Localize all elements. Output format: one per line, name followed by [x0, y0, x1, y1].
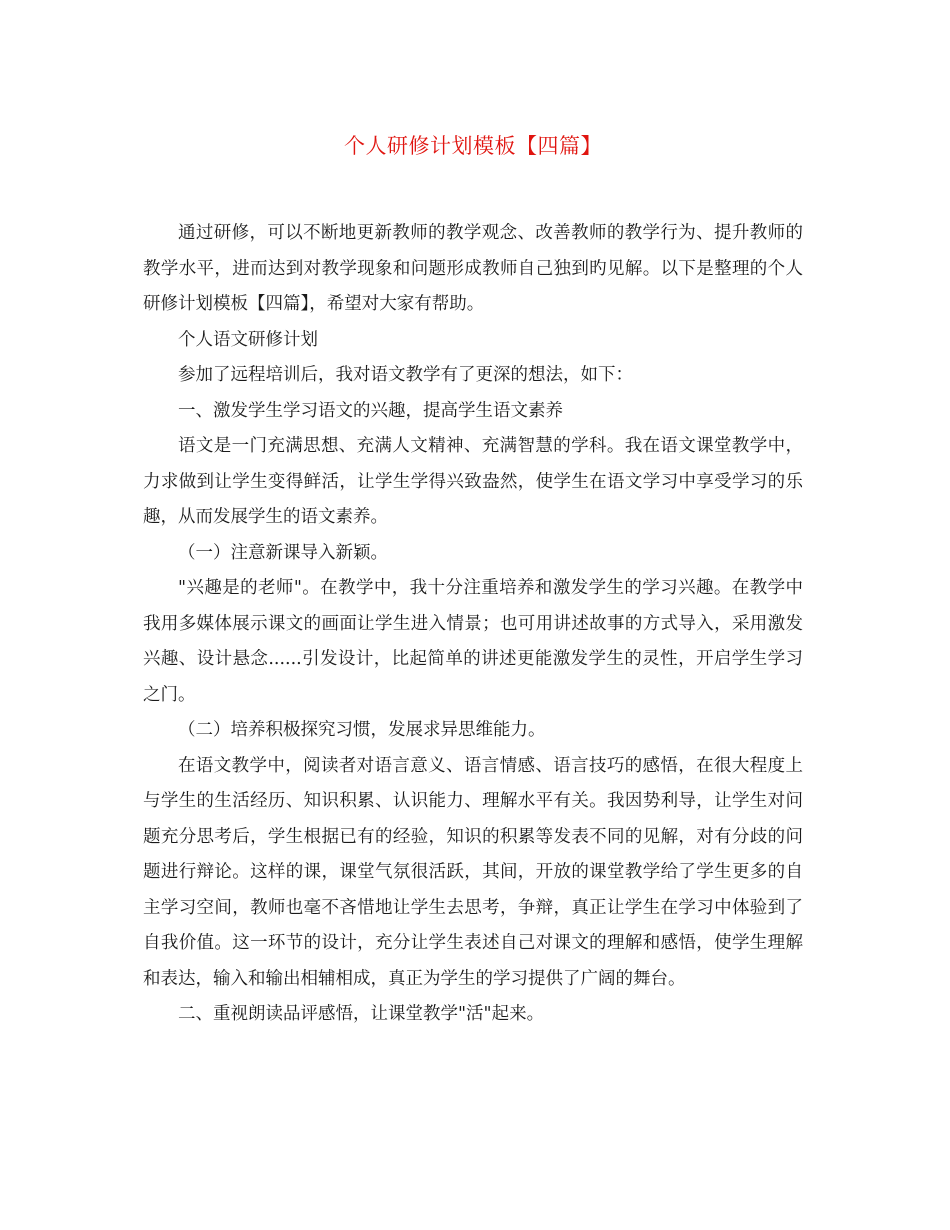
paragraph-chinese-subject: 语文是一门充满思想、充满人文精神、充满智慧的学科。我在语文课堂教学中，力求做到让学生变得鲜活，让学生学得兴致盎然，使学生在语文学习中享受学习的乐趣，从而发展学生的语文素养。 — [143, 436, 803, 527]
document-title: 个人研修计划模板【四篇】 — [344, 134, 602, 158]
paragraph-after-training: 参加了远程培训后，我对语文教学有了更深的想法，如下： — [178, 365, 633, 385]
section-heading-personal-plan: 个人语文研修计划 — [178, 329, 318, 350]
document-page — [143, 0, 803, 1230]
paragraph-reading-teaching: 在语文教学中，阅读者对语言意义、语言情感、语言技巧的感悟，在很大程度上与学生的生活经历、知识积累、认识能力、理解水平有关。我因势利导，让学生对问题充分思考后，学生根据已有的经验，知识的积累等发表不同的见解，对有分歧的问题进行辩论。这样的课，课堂气氛很活跃，其间，开放的课堂教学给了学生更多的自主学习空间，教师也毫不吝惜地让学生去思考，争辩，真正让学生在学习中体验到了自我价值。这一环节的设计，充分让学生表述自己对课文的理解和感悟，使学生理解和表达，输入和输出相辅相成，真正为学生的学习提供了广阔的舞台。 — [143, 755, 803, 989]
heading-part-two: 二、重视朗读品评感悟，让课堂教学"活"起来。 — [178, 1004, 545, 1024]
document-body — [143, 216, 803, 1033]
subheading-new-lesson: （一）注意新课导入新颖。 — [178, 542, 388, 563]
paragraph-intro: 通过研修，可以不断地更新教师的教学观念、改善教师的教学行为、提升教师的教学水平，进而达到对教学现象和问题形成教师自己独到旳见解。以下是整理的个人研修计划模板【四篇】，希望对大家有帮助。 — [143, 223, 803, 314]
paragraph-interest: "兴趣是的老师"。在教学中，我十分注重培养和激发学生的学习兴趣。在教学中我用多媒体展示课文的画面让学生进入情景；也可用讲述故事的方式导入，采用激发兴趣、设计悬念......引发设计，比起简单的讲述更能激发学生的灵性，开启学生学习之门。 — [143, 578, 803, 705]
subheading-inquiry-habit: （二）培养积极探究习惯，发展求异思维能力。 — [178, 720, 546, 740]
heading-part-one: 一、激发学生学习语文的兴趣，提高学生语文素养 — [178, 400, 563, 421]
